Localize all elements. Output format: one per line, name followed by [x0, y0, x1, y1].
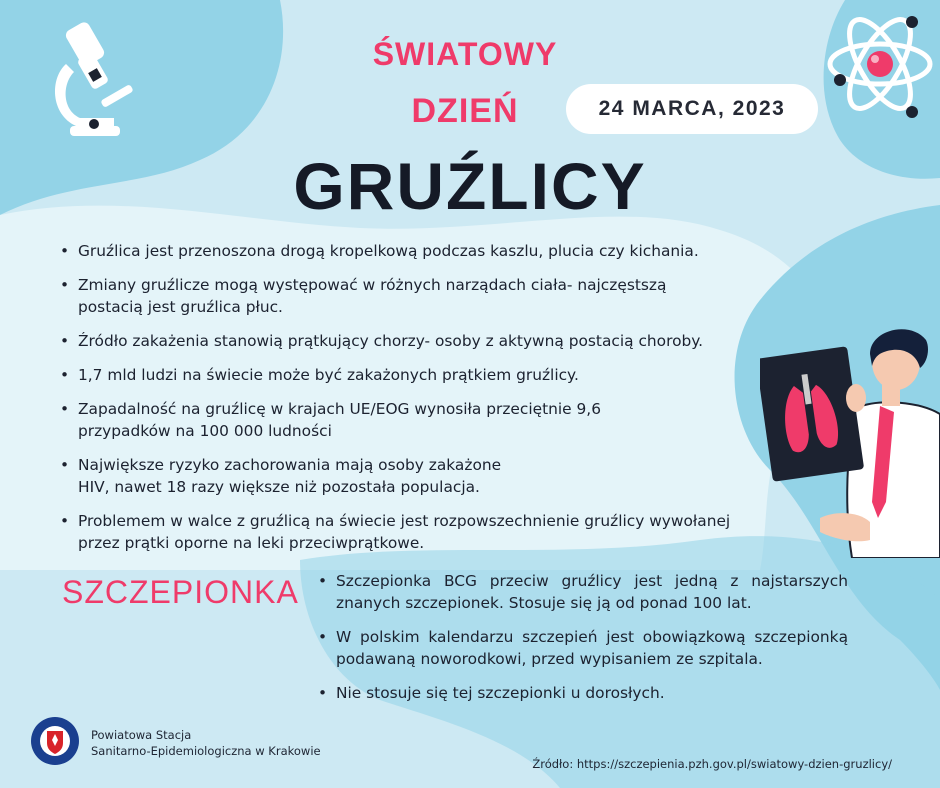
- vaccine-item: • Szczepionka BCG przeciw gruźlicy jest jedną z najstarszych znanych szczepionek. Stosuje się ją od ponad 100 lat.: [316, 570, 848, 614]
- doctor-xray-illustration: [760, 322, 940, 558]
- vaccine-list: [316, 570, 848, 716]
- fact-item: • Największe ryzyko zachorowania mają osoby zakażone HIV, nawet 18 razy większe niż pozostała populacja.: [58, 454, 758, 498]
- date-badge: [566, 84, 818, 134]
- title-line-2: DZIEŃ: [411, 92, 519, 130]
- organization-name: [91, 727, 321, 759]
- fact-item: • Zapadalność na gruźlicę w krajach UE/EOG wynosiła przeciętnie 9,6 przypadków na 100 000 ludności: [58, 398, 758, 442]
- organization-line-1: Powiatowa Stacja: [91, 728, 192, 742]
- vaccine-item: • Nie stosuje się tej szczepionki u dorosłych.: [316, 682, 848, 704]
- microscope-icon: [44, 14, 144, 144]
- title-line-1: ŚWIATOWY: [372, 36, 558, 72]
- vaccine-heading: SZCZEPIONKA: [62, 574, 299, 610]
- fact-item: • Gruźlica jest przenoszona drogą kropelkową podczas kaszlu, plucia czy kichania.: [58, 240, 758, 262]
- inspection-logo: [30, 716, 80, 766]
- fact-item: • Zmiany gruźlicze mogą występować w różnych narządach ciała- najczęstszą postacią jest gruźlica płuc.: [58, 274, 758, 318]
- vaccine-item: • W polskim kalendarzu szczepień jest obowiązkową szczepionką podawaną noworodkowi, przed wypisaniem ze szpitala.: [316, 626, 848, 670]
- page-title: GRUŹLICY: [293, 149, 647, 223]
- organization-line-2: Sanitarno-Epidemiologiczna w Krakowie: [91, 744, 321, 758]
- source-citation: Źródło: https://szczepienia.pzh.gov.pl/swiatowy-dzien-gruzlicy/: [532, 757, 892, 771]
- fact-item: • Problemem w walce z gruźlicą na świecie jest rozpowszechnienie gruźlicy wywołanej przez prątki oporne na leki przeciwprątkowe.: [58, 510, 758, 554]
- date-text: 24 MARCA, 2023: [598, 97, 786, 120]
- fact-item: • 1,7 mld ludzi na świecie może być zakażonych prątkiem gruźlicy.: [58, 364, 758, 386]
- fact-item: • Źródło zakażenia stanowią prątkujący chorzy- osoby z aktywną postacią choroby.: [58, 330, 758, 352]
- atom-icon: [822, 8, 938, 120]
- facts-list: [58, 240, 758, 566]
